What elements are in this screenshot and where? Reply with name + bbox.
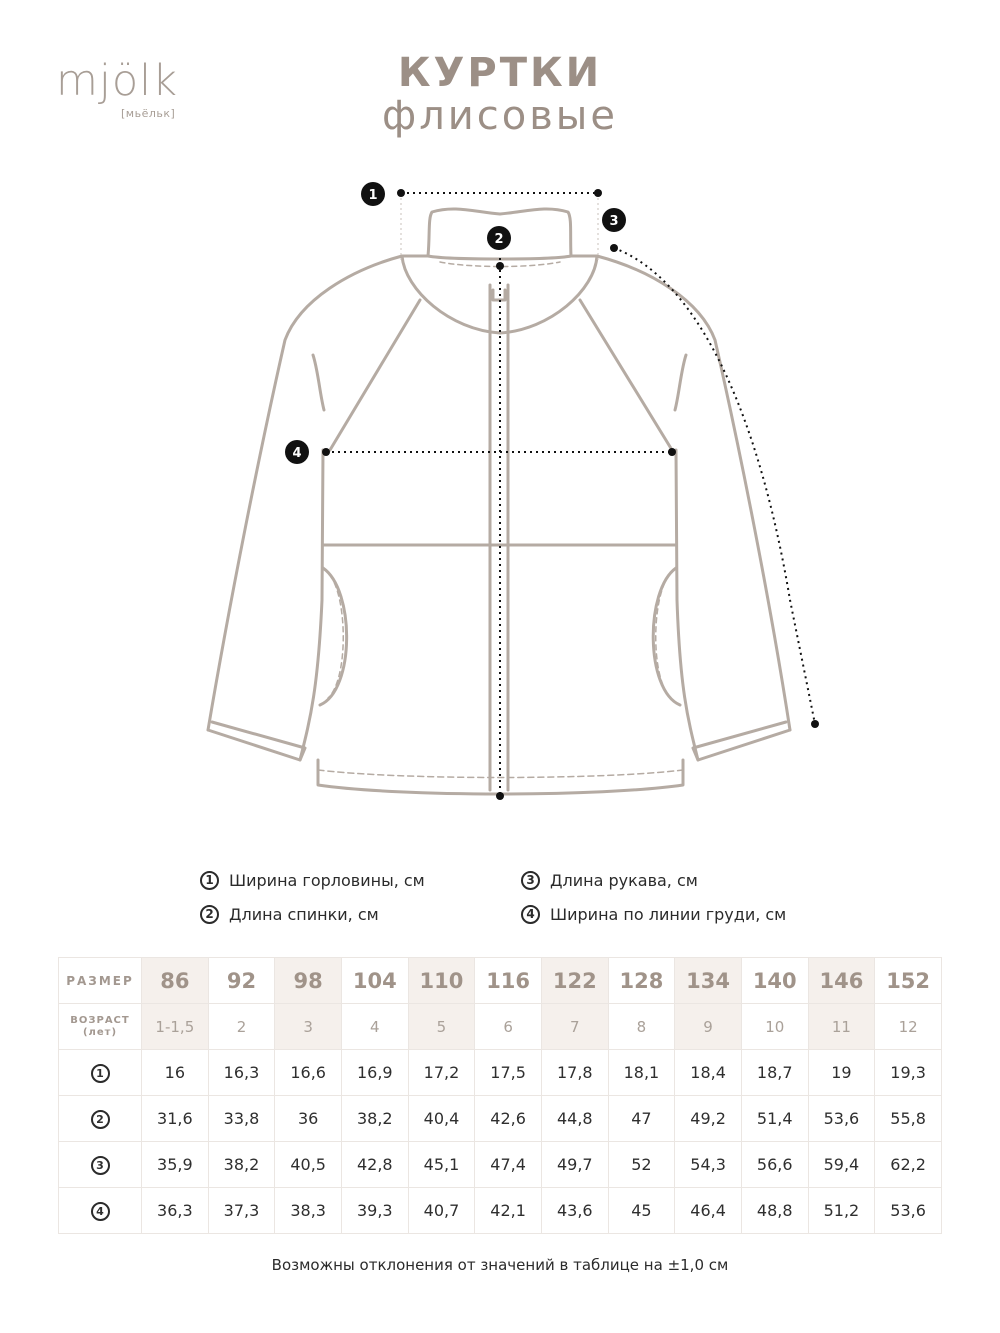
size-cell: 86 [142,958,209,1004]
value-cell: 16 [142,1050,209,1096]
legend-number: 4 [521,905,540,924]
size-cell: 116 [475,958,542,1004]
size-cell: 128 [608,958,675,1004]
value-cell: 38,2 [208,1142,275,1188]
marker-3 [602,208,626,232]
measure-row-2 [59,1096,942,1142]
dot [610,244,618,252]
dot [594,189,602,197]
value-cell: 55,8 [875,1096,942,1142]
legend-label: Длина рукава, см [550,870,698,890]
svg-text:4: 4 [292,446,302,461]
svg-text:1: 1 [368,188,378,203]
value-cell: 38,3 [275,1188,342,1234]
age-cell: 5 [408,1004,475,1050]
row-number: 3 [91,1156,110,1175]
legend-number: 2 [200,905,219,924]
age-cell: 2 [208,1004,275,1050]
value-cell: 16,3 [208,1050,275,1096]
size-row [59,958,942,1004]
value-cell: 48,8 [741,1188,808,1234]
size-cell: 92 [208,958,275,1004]
value-cell: 51,2 [808,1188,875,1234]
legend-label: Ширина горловины, см [229,870,425,890]
svg-text:2: 2 [494,232,504,247]
dot [811,720,819,728]
value-cell: 49,7 [541,1142,608,1188]
value-cell: 42,1 [475,1188,542,1234]
size-cell: 122 [541,958,608,1004]
measurement-dots [322,189,819,800]
value-cell: 59,4 [808,1142,875,1188]
value-cell: 42,6 [475,1096,542,1142]
size-cell: 134 [675,958,742,1004]
value-cell: 43,6 [541,1188,608,1234]
size-label: РАЗМЕР [59,958,142,1004]
value-cell: 16,6 [275,1050,342,1096]
age-cell: 1-1,5 [142,1004,209,1050]
value-cell: 33,8 [208,1096,275,1142]
value-cell: 19 [808,1050,875,1096]
value-cell: 56,6 [741,1142,808,1188]
measure-row-1 [59,1050,942,1096]
tolerance-note: Возможны отклонения от значений в таблице на ±1,0 см [271,1256,729,1274]
age-row [59,1004,942,1050]
dot [397,189,405,197]
age-cell: 3 [275,1004,342,1050]
row-number-cell [59,1142,142,1188]
row-number-cell [59,1050,142,1096]
legend-item [200,866,425,894]
value-cell: 47 [608,1096,675,1142]
value-cell: 40,4 [408,1096,475,1142]
value-cell: 17,2 [408,1050,475,1096]
row-number: 4 [91,1202,110,1221]
value-cell: 36 [275,1096,342,1142]
value-cell: 35,9 [142,1142,209,1188]
value-cell: 18,1 [608,1050,675,1096]
value-cell: 18,4 [675,1050,742,1096]
dot [496,792,504,800]
value-cell: 18,7 [741,1050,808,1096]
age-unit: (лет) [82,1026,118,1038]
value-cell: 39,3 [341,1188,408,1234]
legend [200,866,840,936]
marker-2 [487,226,511,250]
value-cell: 49,2 [675,1096,742,1142]
value-cell: 45,1 [408,1142,475,1188]
age-cell: 12 [875,1004,942,1050]
value-cell: 17,5 [475,1050,542,1096]
value-cell: 54,3 [675,1142,742,1188]
value-cell: 44,8 [541,1096,608,1142]
page-title [0,50,1000,139]
svg-text:3: 3 [609,214,619,229]
value-cell: 17,8 [541,1050,608,1096]
age-cell: 11 [808,1004,875,1050]
size-table [58,957,942,1234]
value-cell: 16,9 [341,1050,408,1096]
value-cell: 46,4 [675,1188,742,1234]
value-cell: 38,2 [341,1096,408,1142]
legend-number: 3 [521,871,540,890]
age-cell: 6 [475,1004,542,1050]
value-cell: 19,3 [875,1050,942,1096]
legend-label: Ширина по линии груди, см [550,904,787,924]
size-cell: 98 [275,958,342,1004]
age-cell: 4 [341,1004,408,1050]
row-number-cell [59,1188,142,1234]
marker-4 [285,440,309,464]
size-cell: 110 [408,958,475,1004]
legend-label: Длина спинки, см [229,904,379,924]
row-number-cell [59,1096,142,1142]
row-number: 1 [91,1064,110,1083]
value-cell: 40,5 [275,1142,342,1188]
value-cell: 47,4 [475,1142,542,1188]
size-cell: 146 [808,958,875,1004]
value-cell: 37,3 [208,1188,275,1234]
jacket-outline [208,209,790,794]
title-sub: флисовые [382,93,618,139]
value-cell: 31,6 [142,1096,209,1142]
value-cell: 53,6 [808,1096,875,1142]
size-cell: 104 [341,958,408,1004]
row-number: 2 [91,1110,110,1129]
brand-name: mjölk [56,56,178,106]
age-label-cell [59,1004,142,1050]
value-cell: 45 [608,1188,675,1234]
age-label: ВОЗРАСТ [70,1014,130,1026]
value-cell: 40,7 [408,1188,475,1234]
dot [668,448,676,456]
measurement-lines [326,193,815,796]
value-cell: 52 [608,1142,675,1188]
dot [322,448,330,456]
value-cell: 51,4 [741,1096,808,1142]
dot [496,262,504,270]
title-main: КУРТКИ [397,50,603,96]
value-cell: 53,6 [875,1188,942,1234]
age-cell: 10 [741,1004,808,1050]
legend-item [521,900,786,928]
brand-sub: [мьёльк] [121,107,176,120]
age-cell: 7 [541,1004,608,1050]
size-cell: 152 [875,958,942,1004]
measure-row-4 [59,1188,942,1234]
value-cell: 36,3 [142,1188,209,1234]
size-cell: 140 [741,958,808,1004]
age-cell: 8 [608,1004,675,1050]
value-cell: 42,8 [341,1142,408,1188]
age-cell: 9 [675,1004,742,1050]
measure-row-3 [59,1142,942,1188]
marker-1 [361,182,385,206]
legend-item [521,866,698,894]
legend-number: 1 [200,871,219,890]
jacket-diagram [0,160,1000,810]
legend-item [200,900,379,928]
value-cell: 62,2 [875,1142,942,1188]
